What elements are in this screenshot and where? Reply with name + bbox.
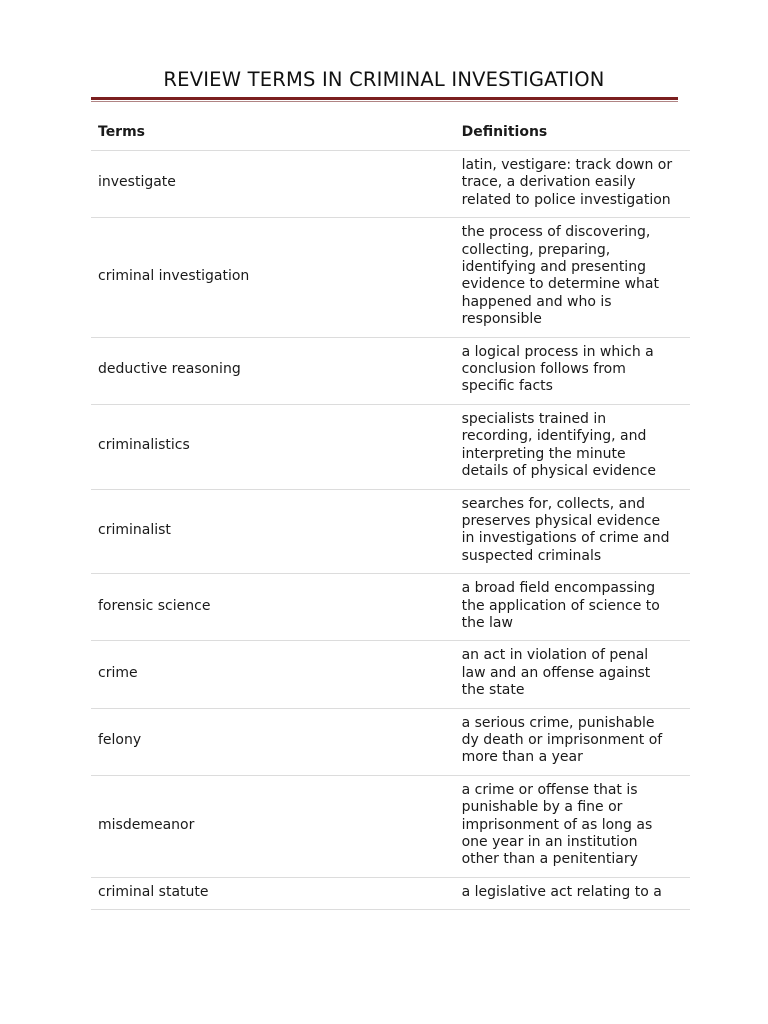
table-header-row [91,116,690,151]
table-row [91,641,690,708]
definition-cell [455,218,690,337]
title-divider [91,97,678,103]
term-cell: crime [91,641,455,708]
table-row [91,404,690,489]
definition-cell [455,775,690,877]
definition-line: other than a penitentiary [461,851,638,868]
term-cell: criminal investigation [91,218,455,337]
term-cell: deductive reasoning [91,337,455,404]
definition-line: one year in an institution [461,834,638,850]
definition-cell [455,489,690,574]
term-cell: criminalist [91,489,455,574]
definition-line: details of physical evidence [461,463,656,480]
definition-line: imprisonment of as long as [461,816,653,833]
definition-line: the application of science to [461,597,660,614]
table-row [91,337,690,404]
definition-line: a logical process in which a [461,343,654,360]
definition-line: searches for, collects, and [461,495,645,512]
table-body [91,151,690,910]
definition-line: a legislative act relating to a [461,883,662,900]
table-row [91,708,690,775]
definition-line: punishable by a fine or [461,799,623,816]
definition-line: dy death or imprisonment of [461,731,663,748]
definition-line: preserves physical evidence [461,512,661,529]
table-row [91,877,690,909]
definition-line: specific facts [461,378,553,395]
definition-cell [455,708,690,775]
definition-line: happened and who is [461,293,612,310]
definition-cell [455,151,690,218]
definition-line: trace, a derivation easily [461,174,636,191]
definition-line: the law [461,614,513,631]
column-header-terms: Terms [91,116,455,151]
table-row [91,775,690,877]
definition-line: related to police investigation [461,191,671,208]
term-cell: felony [91,708,455,775]
term-cell: criminal statute [91,877,455,909]
definition-line: suspected criminals [461,547,602,564]
definition-cell [455,404,690,489]
definition-line: a serious crime, punishable [461,714,655,731]
definition-cell [455,337,690,404]
definition-line: law and an offense against [461,664,651,681]
definition-line: a crime or offense that is [461,781,638,798]
term-cell: investigate [91,151,455,218]
table-row [91,151,690,218]
definition-line: an act in violation of penal [461,647,649,664]
definition-line: the process of discovering, [461,224,651,241]
table-row [91,574,690,641]
title-divider-thick-line [91,97,678,100]
term-cell: criminalistics [91,404,455,489]
table-row [91,218,690,337]
definition-cell [455,641,690,708]
definition-line: in investigations of crime and [461,530,670,547]
definition-line: latin, vestigare: track down or [461,157,673,173]
definition-cell [455,574,690,641]
definition-line: evidence to determine what [461,276,659,293]
page-title: REVIEW TERMS IN CRIMINAL INVESTIGATION [163,68,605,91]
definition-line: the state [461,682,525,699]
column-header-definitions: Definitions [455,116,690,151]
definition-line: recording, identifying, and [461,428,647,445]
definition-line: identifying and presenting [461,259,646,276]
definition-line: interpreting the minute [461,445,626,462]
definition-line: a broad field encompassing [461,580,656,597]
definition-line: specialists trained in [461,410,607,427]
definition-line: collecting, preparing, [461,241,611,258]
term-cell: misdemeanor [91,775,455,877]
definition-line: more than a year [461,749,583,766]
definition-cell [455,877,690,909]
term-cell: forensic science [91,574,455,641]
definition-line: responsible [461,311,542,328]
title-divider-thin-line [91,101,678,102]
definition-line: conclusion follows from [461,361,626,378]
terms-table [91,116,690,910]
table-row [91,489,690,574]
